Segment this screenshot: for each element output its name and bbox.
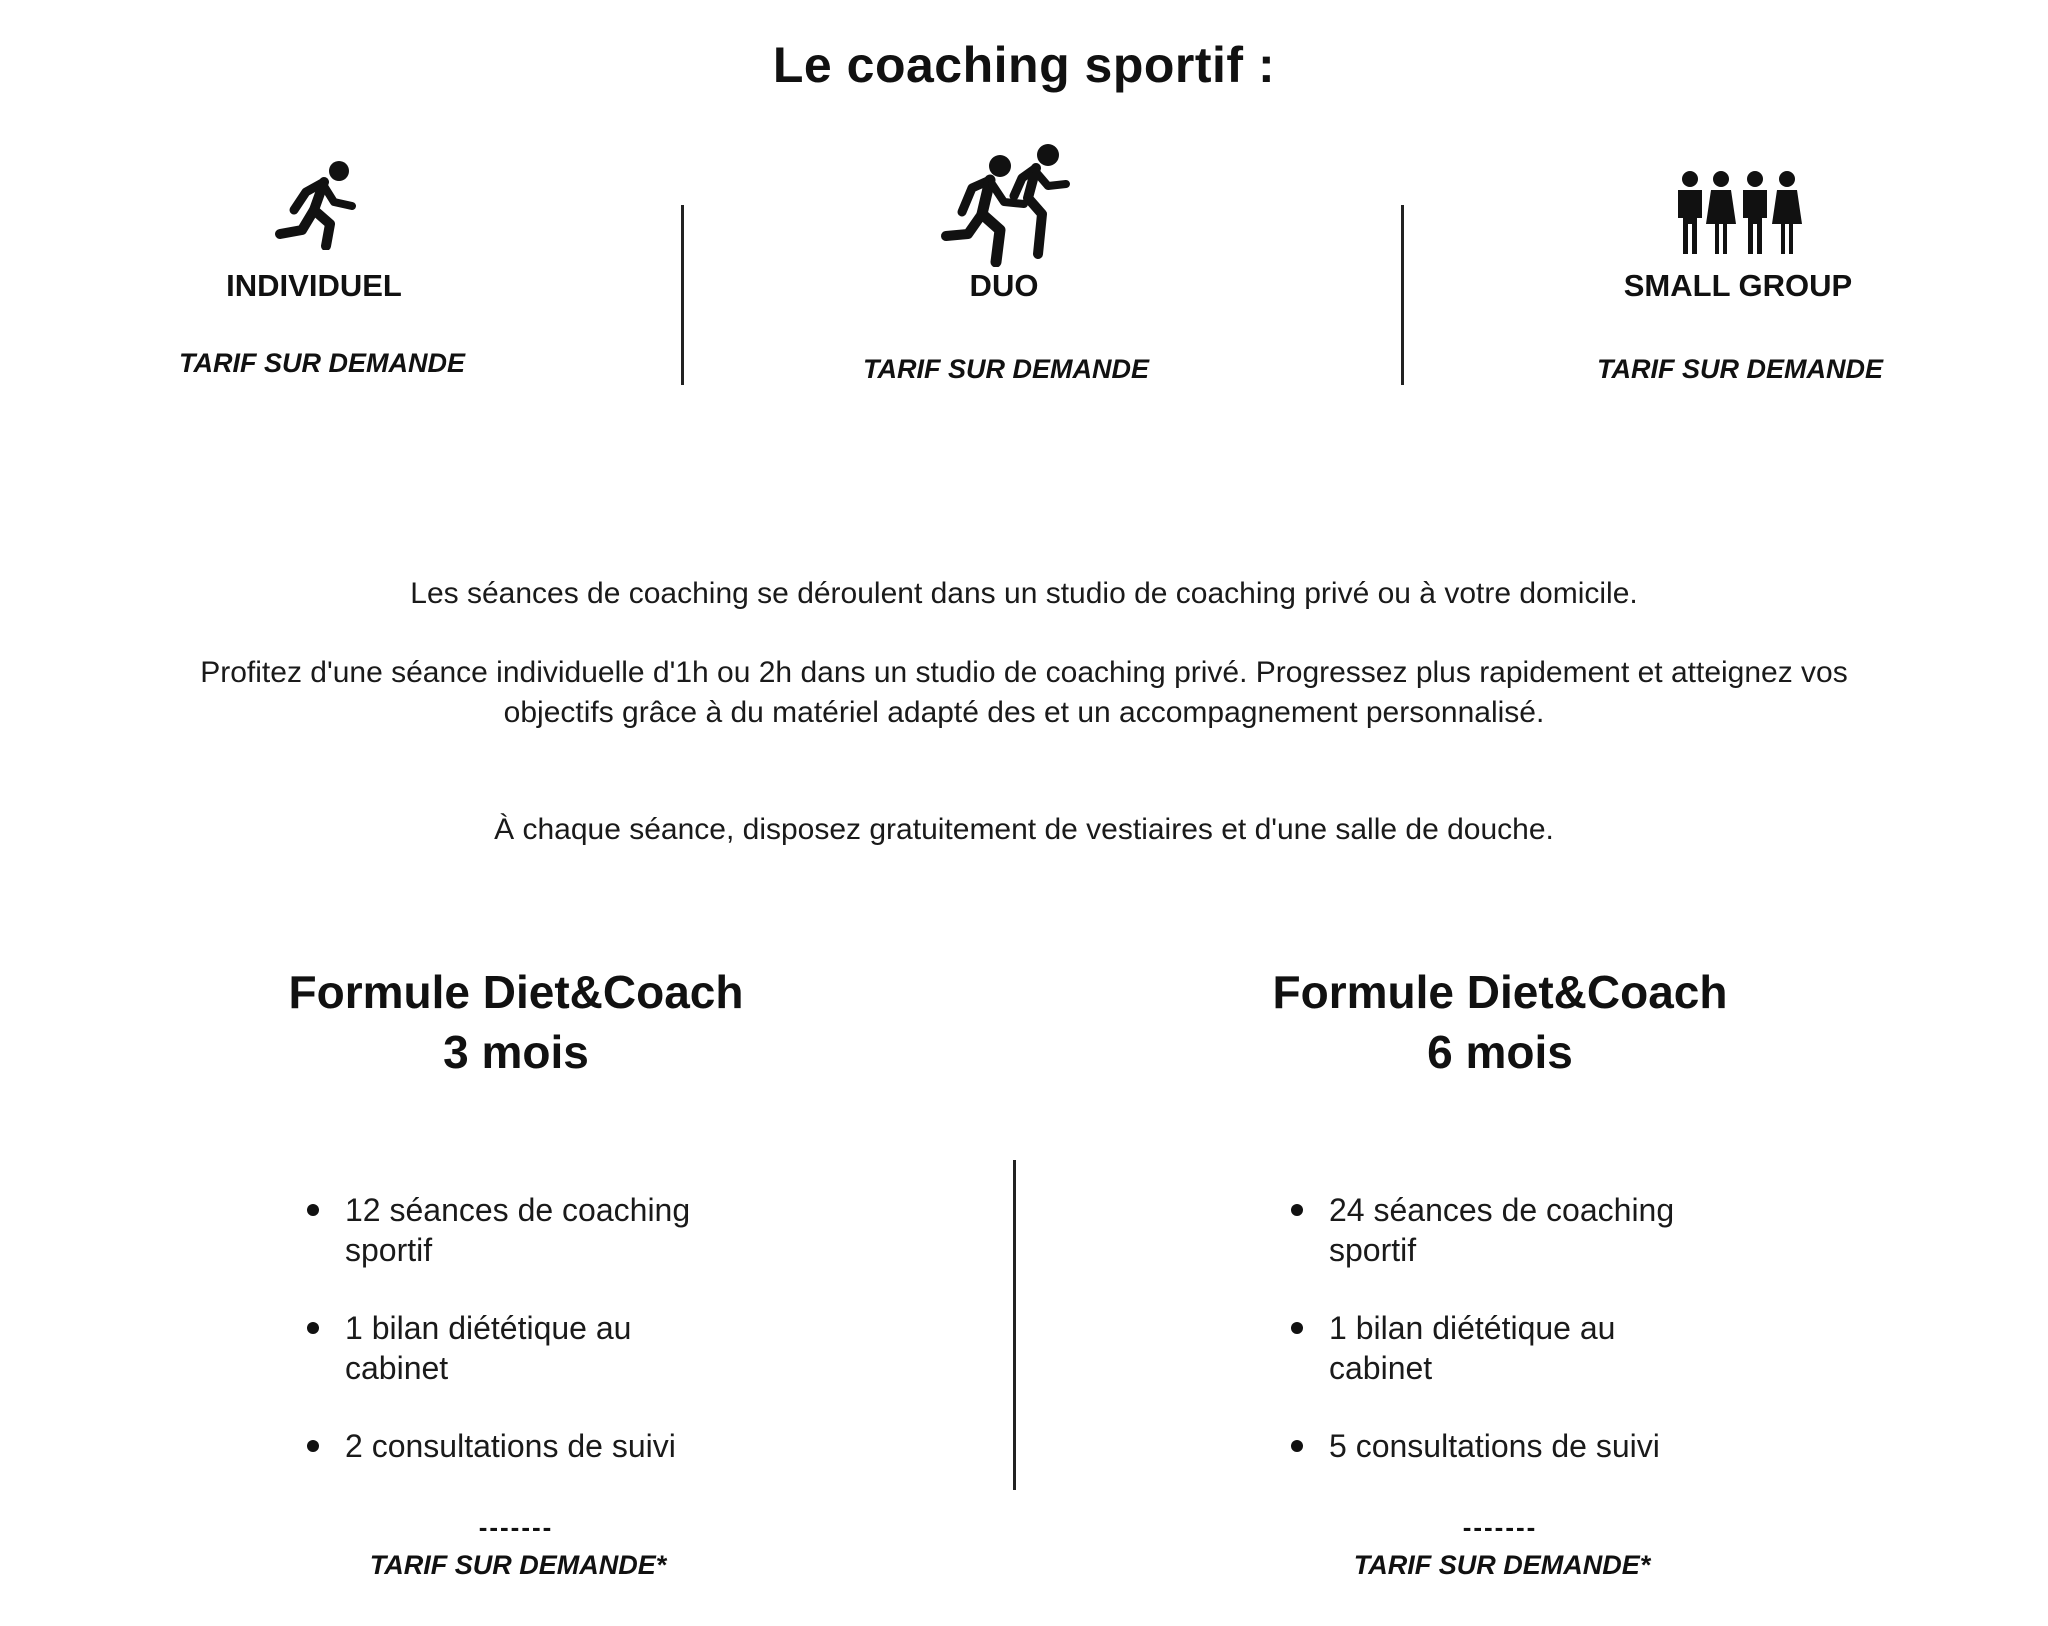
list-item-line: sportif bbox=[1329, 1232, 1417, 1268]
plan-title-line: 6 mois bbox=[1427, 1026, 1573, 1078]
list-item-line: 1 bilan diététique au bbox=[345, 1310, 632, 1346]
offer-price: TARIF SUR DEMANDE bbox=[863, 354, 1149, 384]
list-item-line: cabinet bbox=[345, 1350, 449, 1386]
description-line: Profitez d'une séance individuelle d'1h ou 2h dans un studio de coaching privé. Progressez plus rapidement et atteignez vos bbox=[200, 656, 1848, 689]
plan-title bbox=[1150, 962, 1850, 1082]
list-item bbox=[1291, 1426, 1729, 1466]
list-item-line: 12 séances de coaching bbox=[345, 1192, 691, 1228]
vertical-divider bbox=[1401, 205, 1404, 385]
plan-price: TARIF SUR DEMANDE* bbox=[369, 1550, 667, 1580]
list-item-line: sportif bbox=[345, 1232, 433, 1268]
page-title: Le coaching sportif : bbox=[772, 37, 1276, 93]
description-line: Les séances de coaching se déroulent dans un studio de coaching privé ou à votre domicile. bbox=[410, 577, 1638, 610]
plan-title bbox=[166, 962, 866, 1082]
plan-title-line: 3 mois bbox=[443, 1026, 589, 1078]
runner-icon bbox=[272, 158, 362, 250]
description-line: objectifs grâce à du matériel adapté des et un accompagnement personnalisé. bbox=[503, 696, 1545, 729]
offer-label: SMALL GROUP bbox=[1623, 268, 1853, 303]
list-item bbox=[1291, 1190, 1729, 1270]
description-line: À chaque séance, disposez gratuitement de vestiaires et d'une salle de douche. bbox=[494, 813, 1554, 846]
list-item-line: 2 consultations de suivi bbox=[345, 1428, 676, 1464]
list-item-line: cabinet bbox=[1329, 1350, 1433, 1386]
plan-features bbox=[1291, 1190, 1729, 1504]
list-item bbox=[1291, 1308, 1729, 1388]
vertical-divider bbox=[1013, 1160, 1016, 1490]
group-icon bbox=[1676, 170, 1802, 256]
list-item-line: 5 consultations de suivi bbox=[1329, 1428, 1660, 1464]
plan-features bbox=[307, 1190, 745, 1504]
bullet-icon bbox=[307, 1204, 319, 1216]
separator: ------- bbox=[478, 1512, 554, 1542]
list-item bbox=[307, 1308, 745, 1388]
list-item-line: 1 bilan diététique au bbox=[1329, 1310, 1616, 1346]
two-runners-icon bbox=[940, 142, 1075, 267]
plan-title-line: Formule Diet&Coach bbox=[1272, 966, 1728, 1018]
bullet-icon bbox=[1291, 1322, 1303, 1334]
offer-price: TARIF SUR DEMANDE bbox=[179, 348, 465, 378]
list-item-line: 24 séances de coaching bbox=[1329, 1192, 1675, 1228]
offer-label: DUO bbox=[969, 268, 1039, 303]
plan-price: TARIF SUR DEMANDE* bbox=[1353, 1550, 1651, 1580]
bullet-icon bbox=[307, 1440, 319, 1452]
bullet-icon bbox=[1291, 1204, 1303, 1216]
vertical-divider bbox=[681, 205, 684, 385]
plan-title-line: Formule Diet&Coach bbox=[288, 966, 744, 1018]
bullet-icon bbox=[1291, 1440, 1303, 1452]
separator: ------- bbox=[1462, 1512, 1538, 1542]
offer-price: TARIF SUR DEMANDE bbox=[1597, 354, 1883, 384]
list-item bbox=[307, 1190, 745, 1270]
bullet-icon bbox=[307, 1322, 319, 1334]
offer-label: INDIVIDUEL bbox=[226, 268, 402, 303]
list-item bbox=[307, 1426, 745, 1466]
